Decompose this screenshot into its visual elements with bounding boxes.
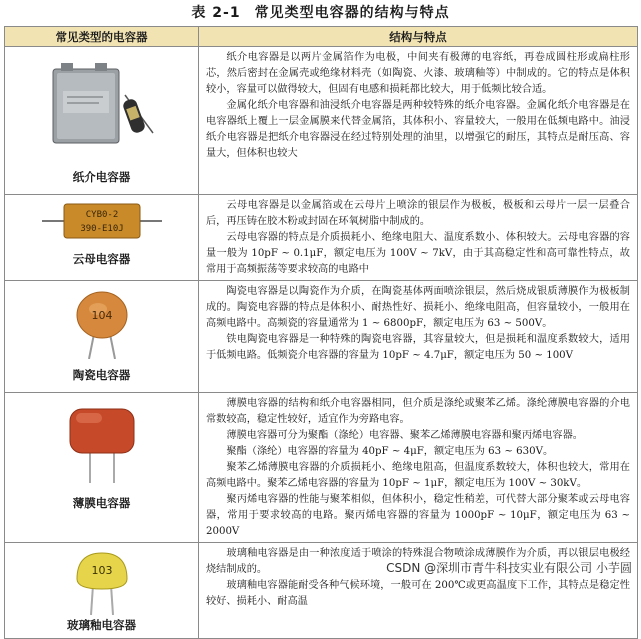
description-paragraph: 聚丙烯电容器的性能与聚苯相似，但体积小，稳定性稍差，可代替大部分聚苯或云母电容器，常用于要求较高的电路。聚丙烯电容器的容量为 1000pF ~ 10μF，额定电压为 63 ~ 2000V (206, 494, 630, 537)
description-paragraph: 玻璃釉电容器能耐受各种气候环境，一般可在 200℃或更高温度下工作，其特点是稳定性较好、损耗小、耐高温 (206, 580, 630, 607)
glass-glaze-label: 103 (91, 564, 112, 577)
description-paragraph: 云母电容器的特点是介质损耗小、绝缘电阻大、温度系数小、体积较大。云母电容器的容量一般为 10pF ~ 0.1μF，额定电压为 100V ~ 7kV，由于其高稳定性和高可靠性特点，故常用于高频振荡等要求较高的电路中 (206, 232, 630, 275)
table-header-row (5, 27, 638, 47)
type-cell (5, 281, 199, 393)
mica-capacitor-image (42, 201, 162, 241)
glass-glaze-capacitor-image (67, 549, 137, 615)
description-cell (199, 393, 638, 543)
table-row (5, 281, 638, 393)
type-name: 陶瓷电容器 (72, 368, 131, 382)
table-title: 常见类型电容器的结构与特点 (254, 5, 450, 21)
description-paragraph: 聚苯乙烯薄膜电容器的介质损耗小、绝缘电阻高，但温度系数较大，体积也较大，常用在高频电路中。聚苯乙烯电容器的容量为 10pF ~ 1μF，额定电压为 100V ~ 30kV。 (206, 462, 630, 489)
mica-label-top: CYB0-2 (85, 210, 118, 220)
paper-capacitor-image (47, 55, 157, 155)
table-number: 表 2-1 (191, 5, 241, 21)
type-cell (5, 393, 199, 543)
type-cell (5, 543, 199, 639)
table-row (5, 393, 638, 543)
description-paragraph: 陶瓷电容器是以陶瓷作为介质，在陶瓷基体两面喷涂银层，然后烧成银质薄膜作为极板制成的。陶瓷电容器的特点是体积小、耐热性好、损耗小、绝缘电阻高，但容量较小，一般用在高频电路中。高频瓷的容量通常为 1 ~ 6800pF，额定电压为 63 ~ 500V。 (206, 286, 630, 329)
table-row (5, 543, 638, 639)
description-cell (199, 543, 638, 639)
watermark: CSDN @深圳市青牛科技实业有限公司 小芋圆 (383, 559, 635, 576)
description-cell (199, 195, 638, 281)
description-paragraph: 云母电容器是以金属箔或在云母片上喷涂的银层作为极板，极板和云母片一层一层叠合后，再压铸在胶木粉或封固在环氧树脂中制成的。 (206, 200, 630, 227)
description-paragraph: 金属化纸介电容器和油浸纸介电容器是两种较特殊的纸介电容器。金属化纸介电容器是在电容器纸上覆上一层金属膜来代替金属箔，其体积小、容量较大，一般用在低频电路中。油浸纸介电容器是把纸介电容器浸在经过特别处理的油里，以增强它的耐压，其特点是耐压高、容量大，但体积也较大 (206, 100, 630, 159)
type-cell (5, 47, 199, 195)
header-features: 结构与特点 (199, 27, 638, 47)
ceramic-capacitor-image (67, 289, 137, 359)
table-row (5, 195, 638, 281)
description-paragraph: 薄膜电容器的结构和纸介电容器相同，但介质是涤纶或聚苯乙烯。涤纶薄膜电容器的介电常数较高，稳定性较好，适宜作为旁路电容。 (206, 398, 630, 425)
description-cell (199, 47, 638, 195)
table-caption (0, 2, 641, 22)
capacitor-table (4, 26, 638, 639)
type-name: 玻璃釉电容器 (67, 618, 136, 632)
description-paragraph: 铁电陶瓷电容器是一种特殊的陶瓷电容器，其容量较大，但是损耗和温度系数较大，适用于低频电路。低频瓷介电容器的容量为 10pF ~ 4.7μF，额定电压为 50 ~ 100V (206, 334, 630, 361)
mica-label-bottom: 390-E10J (79, 224, 124, 234)
type-cell (5, 195, 199, 281)
film-capacitor-image (62, 403, 142, 483)
type-name: 薄膜电容器 (72, 496, 131, 510)
description-cell (199, 281, 638, 393)
description-paragraph: 薄膜电容器可分为聚酯（涤纶）电容器、聚苯乙烯薄膜电容器和聚丙烯电容器。 (226, 430, 583, 441)
ceramic-label: 104 (91, 309, 112, 322)
description-paragraph: 玻璃釉电容器是由一种浓度适于喷涂的特殊混合物喷涂成薄膜作为介质，再以银层电极经烧结制成的。 (206, 548, 630, 575)
header-type: 常见类型的电容器 (5, 27, 199, 47)
description-paragraph: 聚酯（涤纶）电容器的容量为 40pF ~ 4μF，额定电压为 63 ~ 630V。 (226, 446, 554, 457)
type-name: 纸介电容器 (72, 170, 131, 184)
type-name: 云母电容器 (72, 252, 131, 266)
description-paragraph: 纸介电容器是以两片金属箔作为电极，中间夹有极薄的电容纸，再卷成圆柱形或扁柱形芯，然后密封在金属壳或绝缘材料壳（如陶瓷、火漆、玻璃釉等）中制成的。它的特点是体积较小，容量可以做得较大，但固有电感和损耗都比较大，用于低频比较合适。 (206, 52, 630, 95)
table-row (5, 47, 638, 195)
